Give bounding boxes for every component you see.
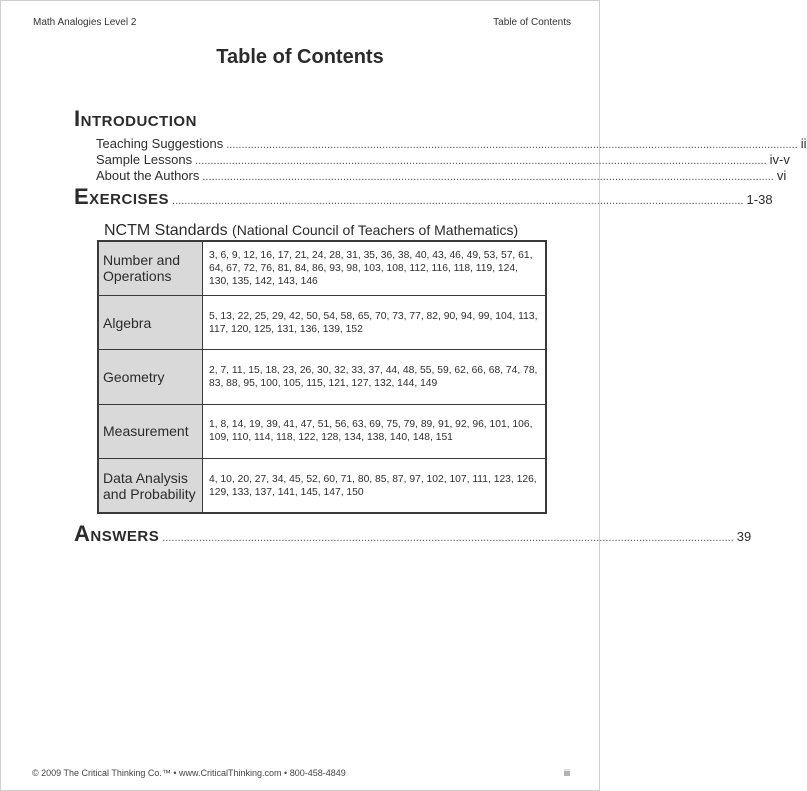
standard-exercise-list: 2, 7, 11, 15, 18, 23, 26, 30, 32, 33, 37, 44, 48, 55, 59, 62, 66, 68, 74, 78, 83, 88, 95, 100, 105, 115, 121, 127, 132, 144, 149: [203, 350, 547, 404]
running-header-book-title: Math Analogies Level 2: [33, 17, 137, 28]
nctm-standards-heading: [104, 222, 518, 240]
standard-exercise-list: 4, 10, 20, 27, 34, 45, 52, 60, 71, 80, 85, 87, 97, 102, 107, 111, 123, 126, 129, 133, 137, 141, 145, 147, 150: [203, 459, 547, 513]
toc-entry-label: Sample Lessons: [96, 152, 193, 167]
table-row: [98, 241, 546, 295]
introduction-heading: Introduction: [74, 106, 197, 131]
toc-entry-sample-lessons: [96, 152, 790, 167]
toc-entry-page: iv-v: [769, 152, 790, 167]
table-row: [98, 350, 546, 404]
footer-page-number: iii: [564, 768, 570, 778]
toc-entry-page: 39: [736, 529, 752, 544]
standard-category: Number and Operations: [98, 241, 203, 295]
toc-leader-dots: ...........................................................................................................................................................................................: [202, 171, 774, 183]
toc-entry-page: 1-38: [746, 192, 773, 207]
toc-leader-dots: ...........................................................................................................................................................................................: [172, 195, 744, 207]
answers-heading: Answers: [74, 521, 160, 546]
toc-entry-teaching-suggestions: [96, 136, 807, 151]
toc-entry-exercises: [74, 184, 773, 210]
table-row: [98, 295, 546, 349]
toc-entry-answers: [74, 521, 752, 547]
table-row: [98, 404, 546, 458]
toc-entry-label: About the Authors: [96, 168, 200, 183]
toc-entry-page: ii: [800, 136, 807, 151]
toc-entry-label: Teaching Suggestions: [96, 136, 224, 151]
standard-category: Algebra: [98, 295, 203, 349]
nctm-standards-title: NCTM Standards: [104, 222, 228, 239]
toc-entry-about-the-authors: [96, 168, 787, 183]
page-title: Table of Contents: [216, 46, 384, 68]
toc-leader-dots: ...........................................................................................................................................................................................: [195, 155, 767, 167]
running-header-section: Table of Contents: [493, 17, 571, 28]
standard-category: Measurement: [98, 404, 203, 458]
toc-entry-page: vi: [776, 168, 787, 183]
standard-exercise-list: 5, 13, 22, 25, 29, 42, 50, 54, 58, 65, 70, 73, 77, 82, 90, 94, 99, 104, 113, 117, 120, 125, 131, 136, 139, 152: [203, 295, 547, 349]
nctm-standards-subtitle: (National Council of Teachers of Mathematics): [232, 222, 519, 238]
standard-category: Data Analysis and Probability: [98, 459, 203, 513]
toc-leader-dots: ...........................................................................................................................................................................................: [162, 532, 734, 544]
standard-category: Geometry: [98, 350, 203, 404]
standards-table: [97, 240, 547, 514]
toc-leader-dots: ...........................................................................................................................................................................................: [226, 139, 798, 151]
standard-exercise-list: 3, 6, 9, 12, 16, 17, 21, 24, 28, 31, 35, 36, 38, 40, 43, 46, 49, 53, 57, 61, 64, 67, 72, 76, 81, 84, 86, 93, 98, 103, 108, 112, 116, 118, 119, 124, 130, 135, 142, 143, 146: [203, 241, 547, 295]
exercises-heading: Exercises: [74, 184, 170, 209]
table-row: [98, 459, 546, 513]
standard-exercise-list: 1, 8, 14, 19, 39, 41, 47, 51, 56, 63, 69, 75, 79, 89, 91, 92, 96, 101, 106, 109, 110, 114, 118, 122, 128, 134, 138, 140, 148, 151: [203, 404, 547, 458]
footer-copyright: © 2009 The Critical Thinking Co.™ • www.CriticalThinking.com • 800-458-4849: [32, 768, 346, 778]
